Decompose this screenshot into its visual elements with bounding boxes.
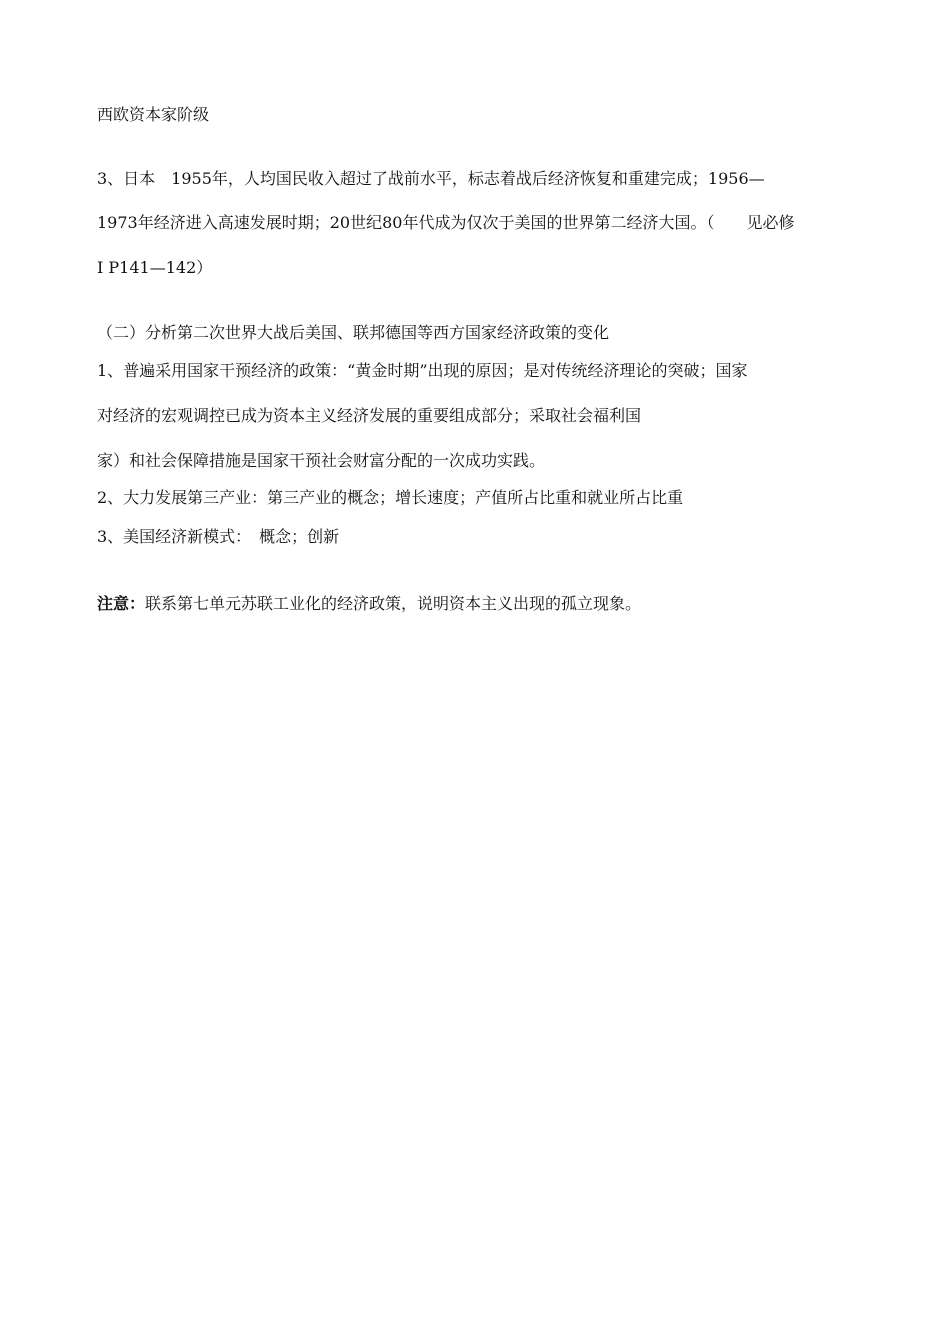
note-line [97,593,857,615]
section-heading-policy-changes: （二）分析第二次世界大战后美国、联邦德国等西方国家经济政策的变化 [97,323,610,342]
text-line-social-security: 家）和社会保障措施是国家干预社会财富分配的一次成功实践。 [97,451,546,470]
text-line-macro-control: 对经济的宏观调控已成为资本主义经济发展的重要组成部分；采取社会福利国 [97,406,642,425]
text-line-tertiary-industry: 2、大力发展第三产业：第三产业的概念；增长速度；产值所占比重和就业所占比重 [97,488,684,507]
text-line-reference: Ⅰ P141—142） [97,258,213,277]
text-line-state-intervention: 1、普遍采用国家干预经济的政策：“黄金时期”出现的原因；是对传统经济理论的突破；国家 [97,361,748,380]
text-line-japan-growth: 1973年经济进入高速发展时期；20世纪80年代成为仅次于美国的世界第二经济大国。（ 见必修 [97,213,795,232]
text-line-new-economy: 3、美国经济新模式： 概念；创新 [97,527,340,546]
note-text: 联系第七单元苏联工业化的经济政策，说明资本主义出现的孤立现象。 [145,594,642,613]
text-line-western-capitalists: 西欧资本家阶级 [97,105,210,124]
text-line-japan-recovery: 3、日本 1955年，人均国民收入超过了战前水平，标志着战后经济恢复和重建完成；1956— [97,169,765,188]
note-label: 注意： [97,594,146,613]
